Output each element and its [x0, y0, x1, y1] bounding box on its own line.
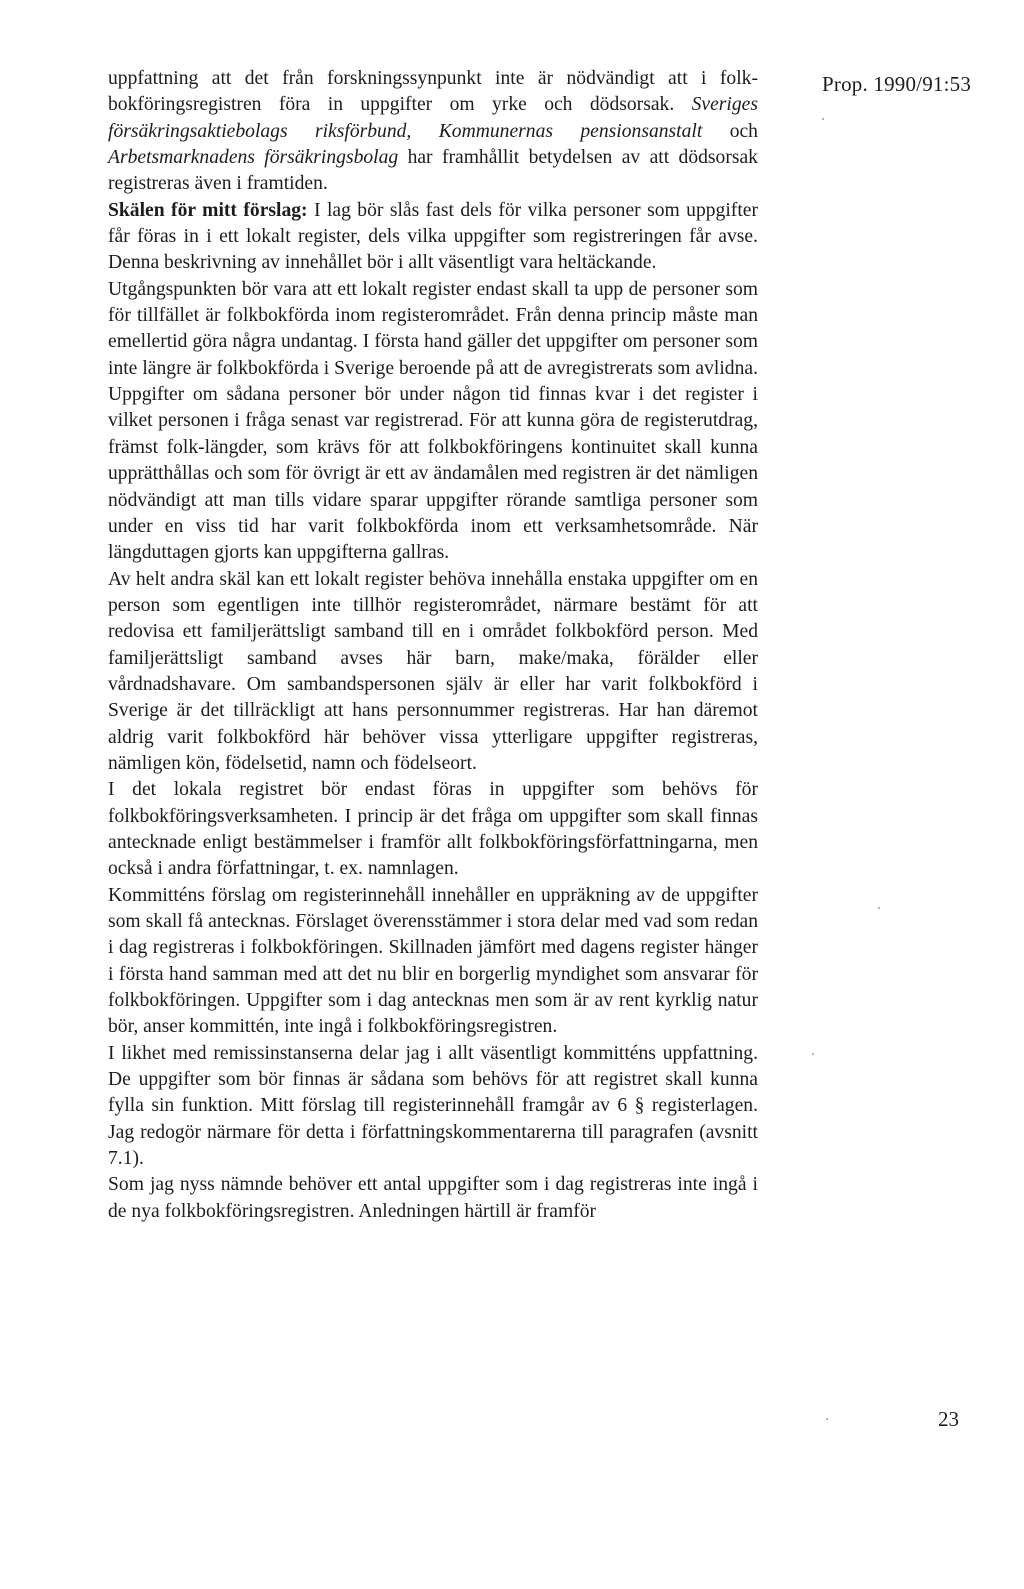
paragraph-2-text: I lag bör slås fast dels för vilka personer som uppgifter får föras in i ett lokalt register, dels vilka uppgifter som registreringen får avse. Denna beskrivning av innehållet bör i allt väsentligt vara heltäckande. — [108, 199, 758, 274]
scan-speck — [878, 907, 880, 909]
paragraph-5: I det lokala registret bör endast föras in uppgifter som behövs för folkbokföringsverksamheten. I princip är det fråga om uppgifter som skall finnas antecknade enligt bestämmelser i framför allt folkbokföringsförfattningarna, men också i andra författningar, t. ex. namnlagen. — [108, 779, 758, 880]
paragraph-6: Kommitténs förslag om registerinnehåll innehåller en uppräkning av de uppgifter som skall få antecknas. Förslaget överensstämmer i stora delar med vad som redan i dag registreras i folkbokföringen. Skillnaden jämfört med dagens register hänger i första hand samman med att det nu blir en borgerlig myndighet som ansvarar för folkbokföringen. Uppgifter som i dag antecknas men som är av rent kyrklig natur bör, anser kommittén, inte ingå i folkbokföringsregistren. — [108, 884, 758, 1038]
paragraph-7: I likhet med remissinstanserna delar jag i allt väsentligt kommitténs uppfattning. De uppgifter som bör finnas är sådana som behövs för att registret skall kunna fylla sin funktion. Mitt förslag till registerinnehåll framgår av 6 § registerlagen. Jag redogör närmare för detta i författningskommentarerna till paragrafen (avsnitt 7.1). — [108, 1042, 758, 1170]
paragraph-4: Av helt andra skäl kan ett lokalt register behöva innehålla enstaka uppgifter om en person som egentligen inte tillhör registerområdet, närmare bestämt för att redovisa ett familjerättsligt samband till en i området folkbokförd person. Med familjerättsligt samband avses här barn, make/maka, förälder eller vårdnadshavare. Om sambandspersonen själv är eller har varit folkbokförd i Sverige är det tillräckligt att hans personnummer registreras. Har han däremot aldrig varit folkbokförd här behöver vissa ytterligare uppgifter registreras, nämligen kön, födelsetid, namn och födelseort. — [108, 568, 758, 774]
proposition-reference: Prop. 1990/91:53 — [822, 72, 972, 96]
paragraph-1-conjunction: och — [702, 120, 758, 142]
scan-speck — [826, 1418, 828, 1420]
paragraph-1-tail: har framhållit betydelsen av att dödsorsak registreras även i framtiden. — [108, 147, 758, 195]
paragraph-3: Utgångspunkten bör vara att ett lokalt register endast skall ta upp de personer som för tillfället är folkbokförda inom registerområdet. Från denna princip måste man emellertid göra några undantag. I första hand gäller det uppgifter om personer som inte längre är folkbokförda i Sverige beroende på att de avregistrerats som avlidna. Uppgifter om sådana personer bör under någon tid finnas kvar i det register i vilket personen i fråga senast var registrerad. För att kunna göra de registerutdrag, främst folk-längder, som krävs för att folkbokföringens kontinuitet skall kunna upprätthållas och som för övrigt är ett av ändamålen med registren är det nämligen nödvändigt att man tills vidare sparar uppgifter rörande samtliga personer som under en viss tid har varit folkbokförda inom ett verksamhetsområde. När längduttagen gjorts kan uppgifterna gallras. — [108, 278, 758, 564]
paragraph-2 — [108, 198, 758, 277]
paragraph-2-heading: Skälen för mitt förslag: — [108, 199, 308, 221]
paragraph-1 — [108, 66, 758, 198]
scan-speck — [812, 1053, 814, 1055]
scan-speck — [822, 118, 824, 120]
paragraph-1-insurer: Arbetsmarknadens försäkringsbolag — [108, 147, 399, 169]
paragraph-1-organizations: Sveriges försäkringsaktiebolags riksförbund, Kommunernas pensionsanstalt — [108, 94, 758, 142]
paragraph-8: Som jag nyss nämnde behöver ett antal uppgifter som i dag registreras inte ingå i de nya folkbokföringsregistren. Anledningen härtill är framför — [108, 1174, 758, 1222]
page-number: 23 — [938, 1407, 959, 1431]
paragraph-1-text: uppfattning att det från forskningssynpunkt inte är nödvändigt att i folk-bokföringsregistren föra in uppgifter om yrke och dödsorsak. — [108, 68, 758, 116]
body-text — [108, 66, 758, 1225]
